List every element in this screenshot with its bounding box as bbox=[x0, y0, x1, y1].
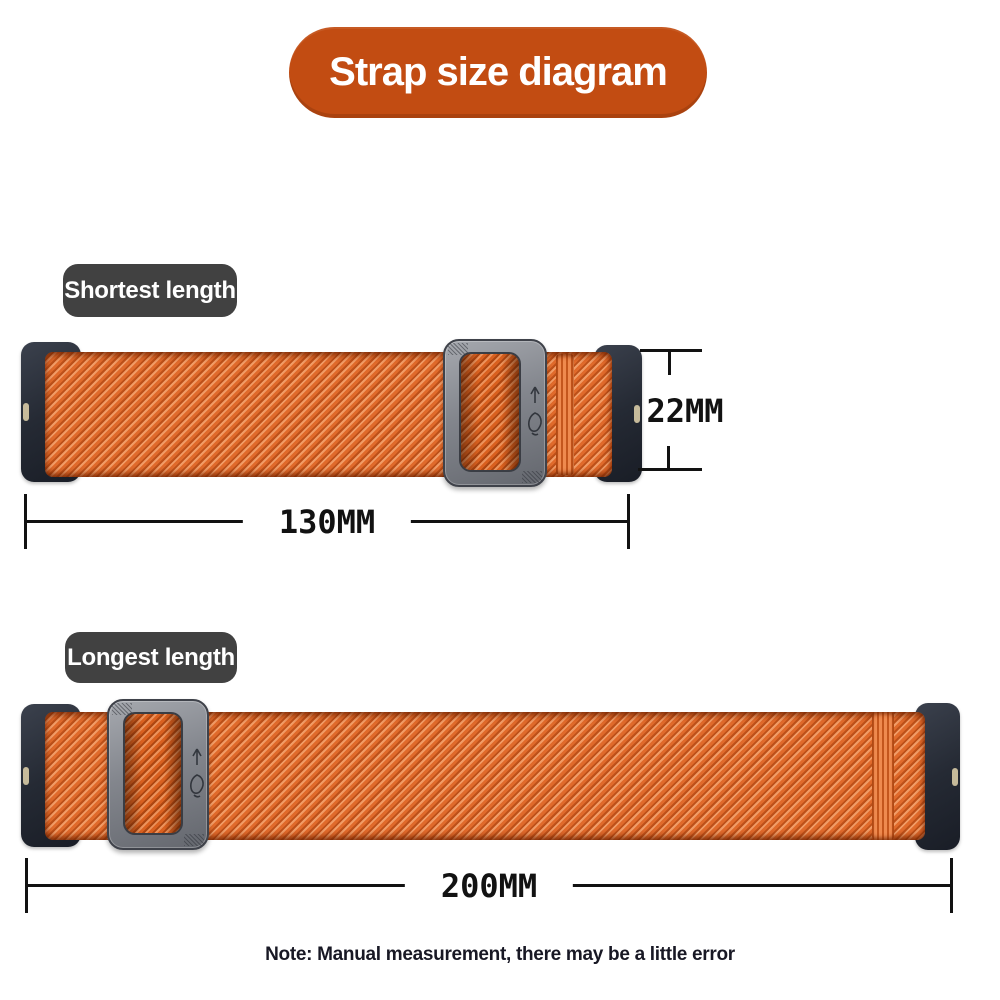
measurement-note: Note: Manual measurement, there may be a little error bbox=[265, 944, 735, 965]
longest-length-label bbox=[65, 632, 237, 683]
short-strap-stitch-seam bbox=[556, 354, 574, 475]
width-dim-top-tick bbox=[668, 352, 671, 375]
buckle-logo-icon bbox=[188, 743, 206, 807]
buckle-window bbox=[459, 352, 521, 472]
width-dim-bottom-tick bbox=[667, 446, 670, 468]
width-dim-top-line bbox=[640, 349, 702, 352]
title-banner bbox=[289, 27, 707, 118]
spring-bar-button-icon bbox=[23, 767, 29, 785]
shortest-length-label bbox=[63, 264, 237, 317]
spring-bar-button-icon bbox=[23, 403, 29, 421]
shortest-length-dimension bbox=[24, 494, 630, 549]
shortest-length-value: 130MM bbox=[243, 503, 411, 541]
long-strap-stitch-seam bbox=[872, 712, 894, 840]
long-strap-adjuster-buckle bbox=[107, 699, 209, 850]
buckle-window bbox=[123, 712, 183, 835]
longest-length-label-text: Longest length bbox=[67, 643, 235, 671]
strap-width-value: 22MM bbox=[646, 392, 724, 430]
page-title: Strap size diagram bbox=[329, 50, 667, 94]
longest-length-dimension bbox=[25, 858, 953, 913]
buckle-logo-icon bbox=[526, 381, 544, 445]
width-dim-bottom-line bbox=[638, 468, 702, 471]
longest-length-value: 200MM bbox=[405, 867, 573, 905]
spring-bar-button-icon bbox=[952, 768, 958, 786]
shortest-length-label-text: Shortest length bbox=[64, 276, 236, 304]
short-strap-adjuster-buckle bbox=[443, 339, 547, 487]
